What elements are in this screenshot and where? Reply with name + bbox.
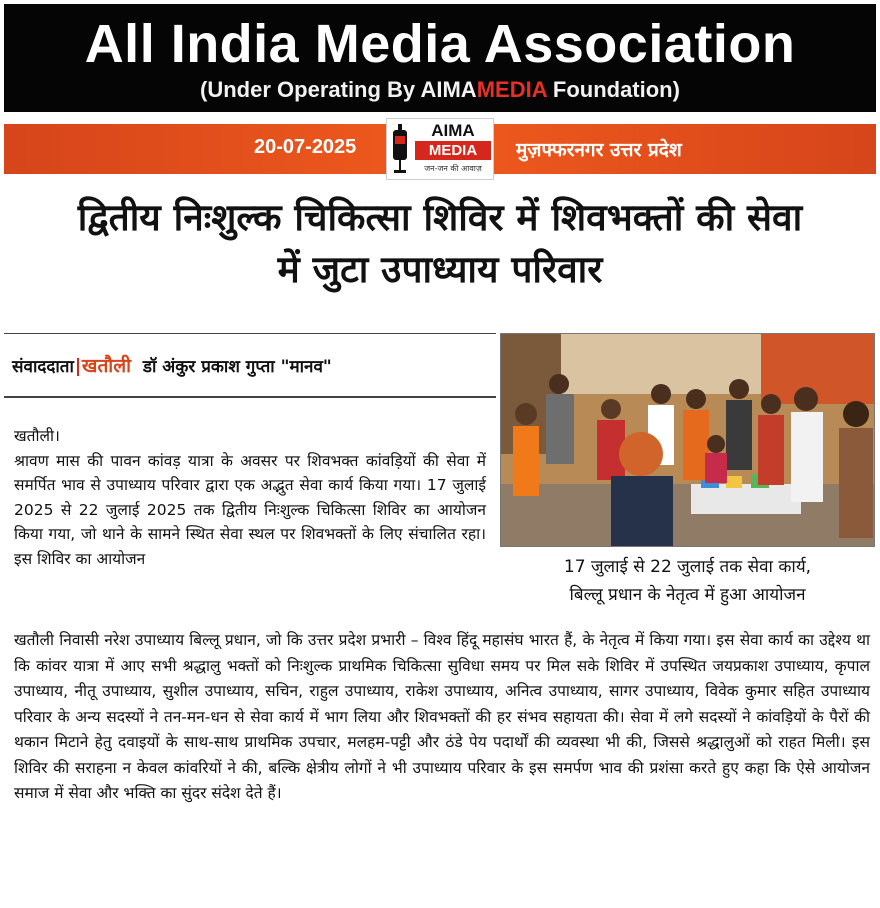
- photo-caption: [500, 553, 875, 609]
- article-paragraph-1: श्रावण मास की पावन कांवड़ यात्रा के अवसर पर शिवभक्त कांवड़ियों की सेवा में समर्पित भाव से उपाध्याय परिवार द्वारा एक अद्भुत सेवा कार्य किया गया। 17 जुलाई 2025 से 22 जुलाई 2025 तक द्वितीय निःशुल्क चिकित्सा शिविर का आयोजन किया गया, जो थाने के सामने स्थित सेवा स्थल पर शिवभक्तों के लिए संचालित रहा।इस शिविर का आयोजन: [14, 451, 486, 568]
- aima-media-logo: [386, 118, 494, 180]
- byline: [12, 352, 496, 378]
- masthead-title: All India Media Association: [84, 14, 796, 74]
- headline: [0, 192, 880, 296]
- masthead-subtitle: [4, 76, 876, 104]
- headline-line-2: में जुटा उपाध्याय परिवार: [277, 248, 603, 291]
- article-dateline: खतौली।: [14, 427, 60, 445]
- headline-line-1: द्वितीय निःशुल्क चिकित्सा शिविर में शिवभक्तों की सेवा: [77, 196, 803, 239]
- caption-line-2: बिल्लू प्रधान के नेतृत्व में हुआ आयोजन: [569, 585, 806, 605]
- subtitle-accent: MEDIA: [476, 77, 547, 102]
- microphone-icon: [390, 122, 410, 176]
- caption-line-1: 17 जुलाई से 22 जुलाई तक सेवा कार्य,: [563, 557, 812, 577]
- byline-separator: [77, 358, 79, 376]
- subtitle-prefix: (Under Operating By AIMA: [200, 77, 477, 102]
- logo-media: MEDIA: [415, 141, 491, 160]
- byline-reporter: डॉ अंकुर प्रकाश गुप्ता "मानव": [142, 357, 332, 377]
- subtitle-suffix: Foundation): [546, 77, 680, 102]
- issue-date: 20-07-2025: [254, 136, 357, 158]
- logo-aima: AIMA: [431, 121, 475, 140]
- byline-label: संवाददाता: [12, 357, 74, 377]
- divider-byline: [4, 396, 496, 398]
- byline-location: खतौली: [81, 355, 132, 377]
- masthead: [4, 4, 876, 112]
- article-column: [14, 424, 486, 572]
- news-photo: [500, 333, 875, 547]
- logo-tagline: जन-जन की आवाज़: [424, 164, 482, 173]
- divider-top: [4, 333, 496, 334]
- article-paragraph-2: खतौली निवासी नरेश उपाध्याय बिल्लू प्रधान, जो कि उत्तर प्रदेश प्रभारी – विश्व हिंदू महासंघ भारत हैं, के नेतृत्व में किया गया। इस सेवा कार्य का उद्देश्य था कि कांवर यात्रा में आए सभी श्रद्धालु भक्तों को निःशुल्क प्राथमिक चिकित्सा सुविधा समय पर मिल सके शिविर में उपस्थित जयप्रकाश उपाध्याय, कृपाल उपाध्याय, नीतू उपाध्याय, सुशील उपाध्याय, सचिन, राहुल उपाध्याय, राकेश उपाध्याय, अनित्व उपाध्याय, सागर उपाध्याय, विवेक कुमार सहित उपाध्याय परिवार के अन्य सदस्यों ने तन-मन-धन से सेवा कार्य में भाग लिया और शिवभक्तों की हर संभव सहायता की। सेवा में लगे सदस्यों ने कांवड़ियों के पैरों की थकान मिटाने हेतु दवाइयों के साथ-साथ प्राथमिक उपचार, मलहम-पट्टी और ठंडे पेय पदार्थों की व्यवस्था भी की, जिससे श्रद्धालुओं को राहत मिली। इस शिविर की सराहना न केवल कांवरियों ने की, बल्कि क्षेत्रीय लोगों ने भी उपाध्याय परिवार के इस समर्पण भाव की प्रशंसा करते हुए कहा कि ऐसे आयोजन समाज में सेवा और भक्ति का सुंदर संदेश देते हैं।: [14, 631, 870, 802]
- issue-location: मुज़फ्फरनगर उत्तर प्रदेश: [516, 139, 682, 161]
